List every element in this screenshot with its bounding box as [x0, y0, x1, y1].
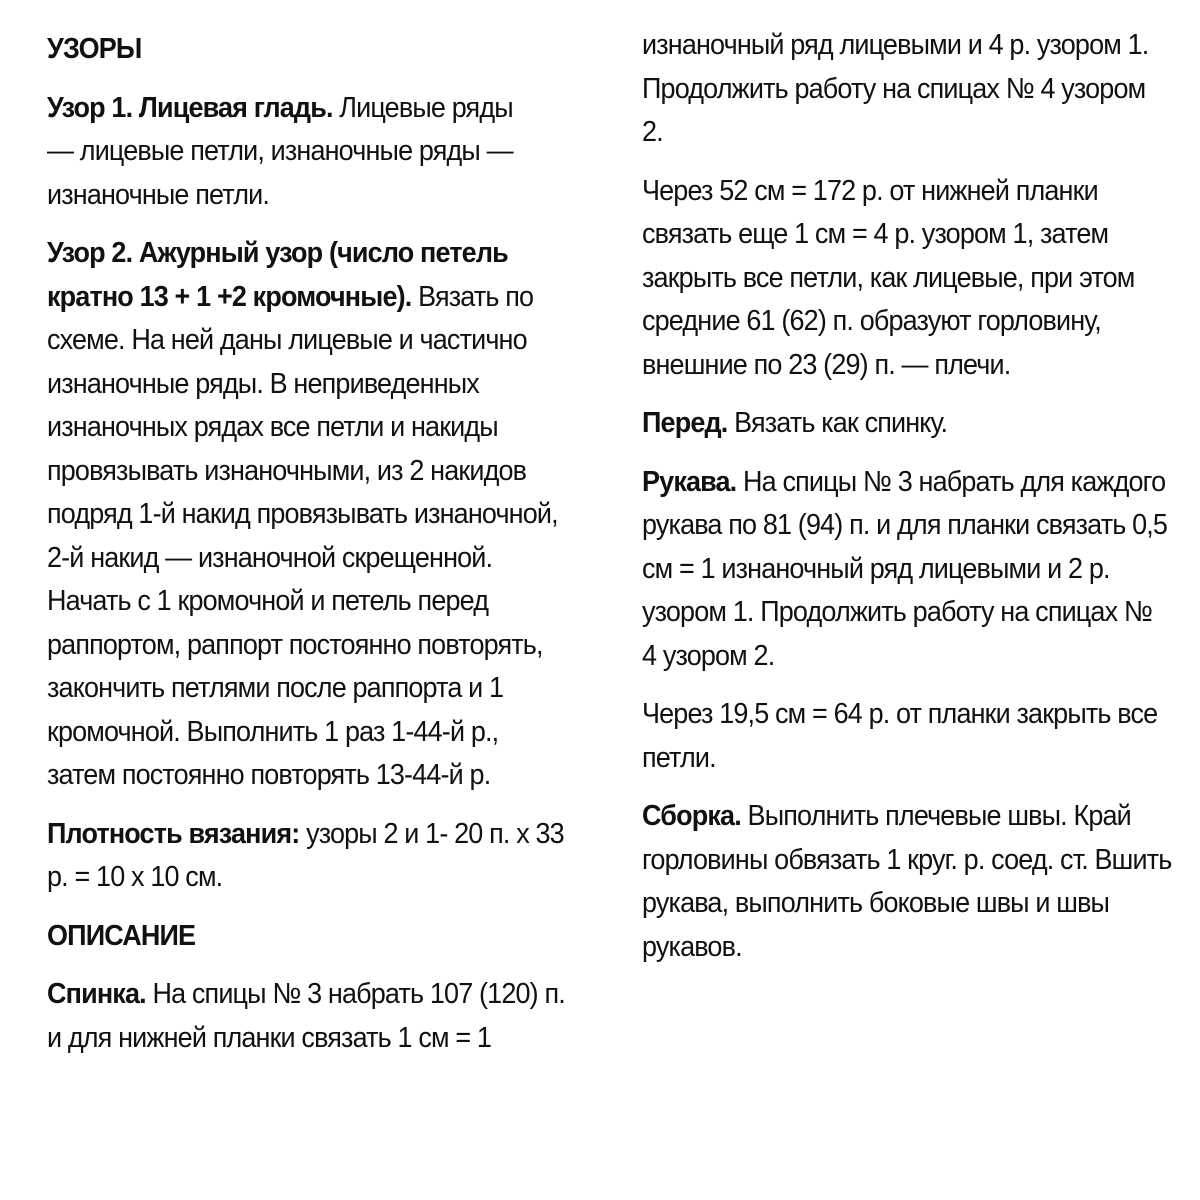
sleeves-title: Рукава. [642, 465, 737, 498]
pattern2-text: Вязать по схеме. На ней даны лицевые и частично изнаночные ряды. В неприведенных изнаночных рядах все петли и накиды провязывать изнаночными, из 2 накидов подряд 1-й накид провязывать изнаночной, 2-й накид — изнаночной скрещенной. Начать с 1 кромочной и петель перед раппортом, раппорт постоянно повторять, закончить петлями после раппорта и 1 кромочной. Выполнить 1 раз 1-44-й р., затем постоянно повторять 13-44-й р. [47, 280, 558, 791]
heading-description: ОПИСАНИЕ [47, 919, 196, 952]
pattern2-title: Узор 2. Ажурный узор (число петель кратно 13 + 1 +2 кромочные). [47, 237, 508, 313]
sleeves-text: На спицы № 3 набрать для каждого рукава по 81 (94) п. и для планки связать 0,5 см = 1 изнаночный ряд лицевыми и 2 р. узором 1. Продолжить работу на спицах № 4 узором 2. [642, 465, 1168, 672]
pattern1-text: Лицевые ряды — лицевые петли, изнаночные ряды — изнаночные петли. [47, 91, 513, 211]
pattern2-paragraph [47, 232, 568, 798]
back-text: На спицы № 3 набрать 107 (120) п. и для нижней планки связать 1 см = 1 [47, 978, 565, 1054]
front-text: Вязать как спинку. [734, 407, 948, 439]
assembly-text: Выполнить плечевые швы. Край горловины обвязать 1 круг. р. соед. ст. Вшить рукава, выполнить боковые швы и швы рукавов. [642, 800, 1172, 963]
sleeves-after-paragraph [642, 693, 1172, 780]
front-paragraph [642, 402, 1191, 446]
density-paragraph [47, 813, 568, 900]
heading-patterns: УЗОРЫ [47, 33, 142, 65]
back-continued-text: изнаночный ряд лицевыми и 4 р. узором 1. Продолжить работу на спицах № 4 узором 2. [642, 29, 1149, 148]
sleeves-paragraph [642, 461, 1172, 679]
back-paragraph [47, 973, 568, 1060]
assembly-title: Сборка. [642, 800, 741, 832]
back-after-paragraph [642, 170, 1135, 388]
sleeves-after-text: Через 19,5 см = 64 р. от планки закрыть все петли. [642, 698, 1158, 774]
front-title: Перед. [642, 407, 728, 439]
pattern1-paragraph [47, 87, 531, 218]
left-column [47, 28, 592, 1075]
back-after-text: Через 52 см = 172 р. от нижней планки связать еще 1 см = 4 р. узором 1, затем закрыть все петли, как лицевые, при этом средние 61 (62) п. образуют горловину, внешние по 23 (29) п. — плечи. [642, 174, 1135, 381]
pattern1-title: Узор 1. Лицевая гладь. [47, 91, 333, 124]
back-continued-paragraph [642, 24, 1158, 155]
density-text: узоры 2 и 1- 20 п. х 33 р. = 10 х 10 см. [47, 817, 564, 893]
density-title: Плотность вязания: [47, 817, 300, 850]
back-title: Спинка. [47, 978, 146, 1010]
assembly-paragraph [642, 795, 1177, 969]
right-column [642, 24, 1187, 984]
